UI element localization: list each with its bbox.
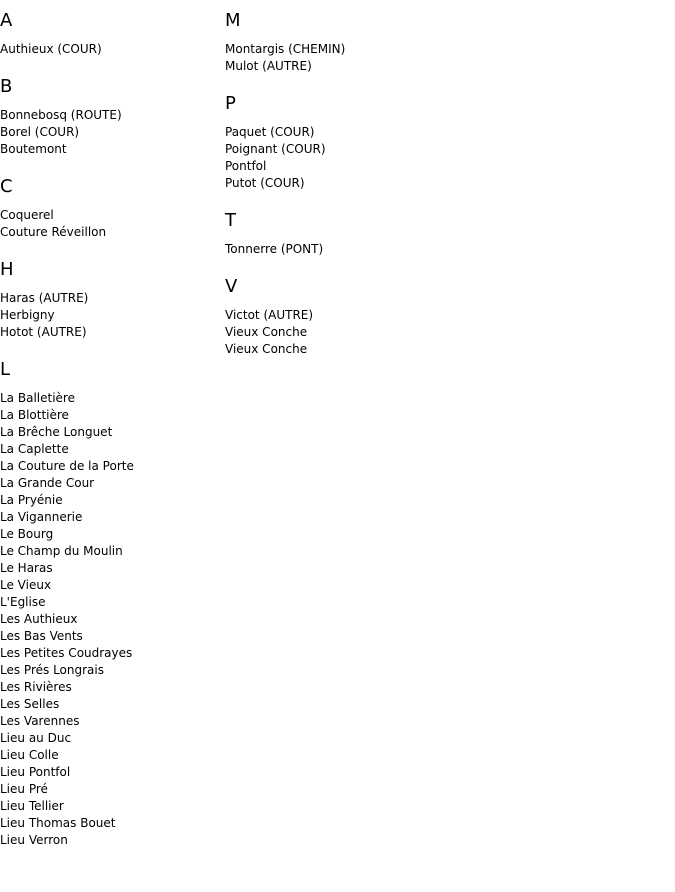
place-name: Herbigny <box>0 308 55 322</box>
section-letter-heading: C <box>0 176 13 197</box>
place-name: Lieu Verron <box>0 833 68 847</box>
place-name: Le Champ du Moulin <box>0 544 123 558</box>
letter-section <box>225 10 525 75</box>
place-name: La Pryénie <box>0 493 63 507</box>
place-name: Les Petites Coudrayes <box>0 646 133 660</box>
left-column <box>0 10 215 867</box>
place-list <box>0 207 215 241</box>
place-name: Le Haras <box>0 561 53 575</box>
place-name: Haras (AUTRE) <box>0 291 89 305</box>
section-letter-heading: T <box>225 210 236 231</box>
place-name: Boutemont <box>0 142 67 156</box>
place-name: Lieu au Duc <box>0 731 72 745</box>
place-name: Lieu Pré <box>0 782 48 796</box>
place-name: Bonnebosq (ROUTE) <box>0 108 122 122</box>
place-name: Le Bourg <box>0 527 54 541</box>
place-name: Lieu Thomas Bouet <box>0 816 116 830</box>
place-name: Putot (COUR) <box>225 176 305 190</box>
place-name: La Couture de la Porte <box>0 459 134 473</box>
place-name: Les Authieux <box>0 612 78 626</box>
section-letter-heading: L <box>0 359 11 380</box>
letter-section <box>0 259 215 341</box>
place-name: Hotot (AUTRE) <box>0 325 87 339</box>
place-name: Vieux Conche <box>225 325 308 339</box>
letter-section <box>0 76 215 158</box>
place-name: Lieu Tellier <box>0 799 64 813</box>
letter-section <box>225 210 525 258</box>
place-name: Mulot (AUTRE) <box>225 59 312 73</box>
place-name: La Brêche Longuet <box>0 425 113 439</box>
place-name: Les Rivières <box>0 680 72 694</box>
place-name: Les Varennes <box>0 714 80 728</box>
right-column <box>225 10 525 376</box>
place-name: Borel (COUR) <box>0 125 80 139</box>
section-letter-heading: A <box>0 10 13 31</box>
place-name: Lieu Pontfol <box>0 765 71 779</box>
section-letter-heading: H <box>0 259 14 280</box>
place-name: Victot (AUTRE) <box>225 308 314 322</box>
place-name: La Blottière <box>0 408 69 422</box>
section-letter-heading: B <box>0 76 13 97</box>
place-name: L'Eglise <box>0 595 46 609</box>
place-list <box>225 307 525 358</box>
letter-section <box>0 176 215 241</box>
place-name: Pontfol <box>225 159 267 173</box>
place-name: La Caplette <box>0 442 69 456</box>
letter-section <box>0 10 215 58</box>
place-list <box>225 124 525 192</box>
section-letter-heading: V <box>225 276 238 297</box>
place-name: La Grande Cour <box>0 476 95 490</box>
place-list <box>0 107 215 158</box>
place-name: Poignant (COUR) <box>225 142 326 156</box>
place-name: Tonnerre (PONT) <box>225 242 324 256</box>
place-list <box>0 390 215 849</box>
place-name: Authieux (COUR) <box>0 42 102 56</box>
place-name: Les Prés Longrais <box>0 663 104 677</box>
place-name: La Vigannerie <box>0 510 83 524</box>
place-list <box>0 41 215 58</box>
letter-section <box>225 93 525 192</box>
place-name: Coquerel <box>0 208 54 222</box>
place-name: Le Vieux <box>0 578 52 592</box>
place-list <box>0 290 215 341</box>
place-name: Lieu Colle <box>0 748 59 762</box>
place-name: Les Bas Vents <box>0 629 83 643</box>
letter-section <box>225 276 525 358</box>
place-list <box>225 41 525 75</box>
place-name: Paquet (COUR) <box>225 125 315 139</box>
section-letter-heading: M <box>225 10 241 31</box>
place-name: La Balletière <box>0 391 75 405</box>
place-name: Montargis (CHEMIN) <box>225 42 346 56</box>
place-name: Couture Réveillon <box>0 225 107 239</box>
place-name: Les Selles <box>0 697 60 711</box>
section-letter-heading: P <box>225 93 236 114</box>
place-list <box>225 241 525 258</box>
letter-section <box>0 359 215 849</box>
place-name: Vieux Conche <box>225 342 308 356</box>
